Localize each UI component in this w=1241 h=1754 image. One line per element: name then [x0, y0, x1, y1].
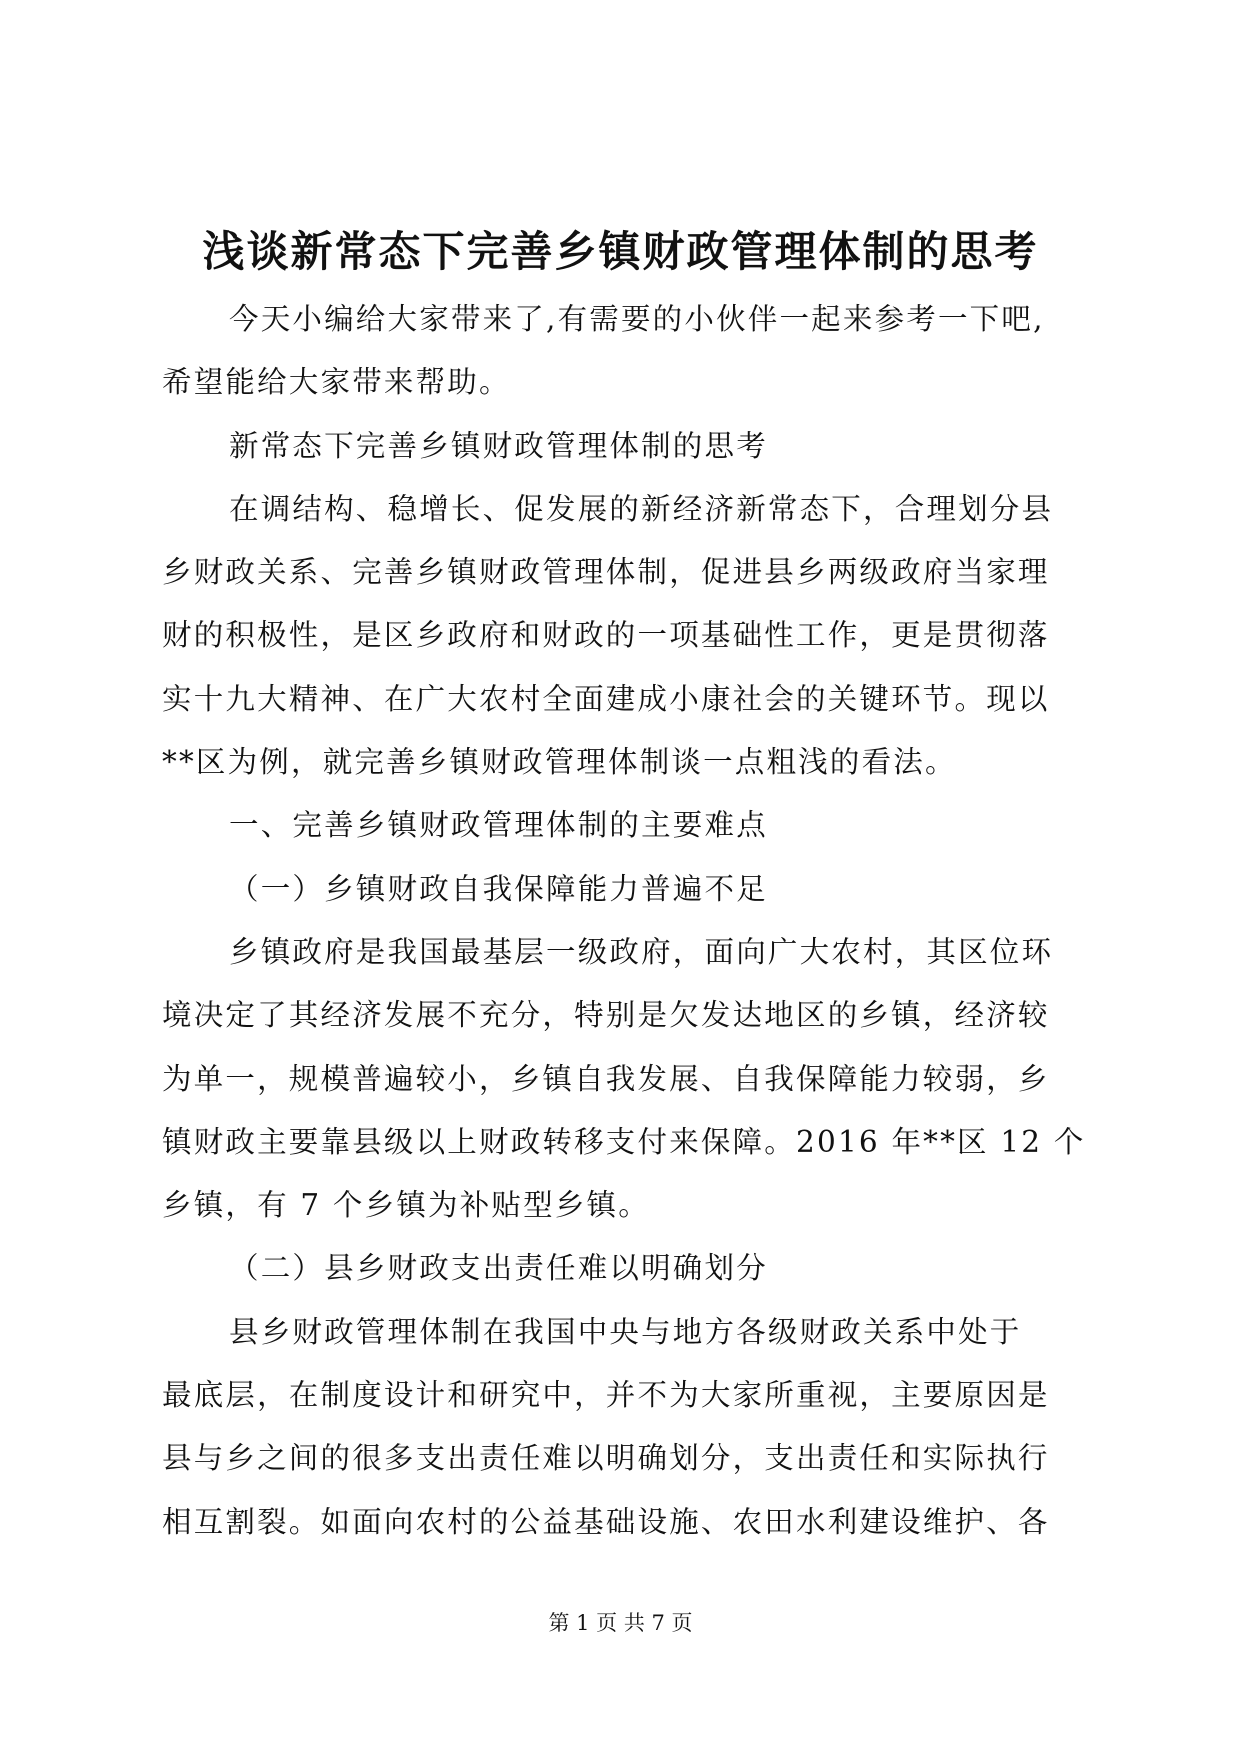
text-line: 镇财政主要靠县级以上财政转移支付来保障。2016 年**区 12 个 [162, 1124, 1086, 1159]
text-line: 财的积极性，是区乡政府和财政的一项基础性工作，更是贯彻落 [162, 618, 1050, 653]
document-title: 浅谈新常态下完善乡镇财政管理体制的思考 [202, 227, 1039, 276]
text-line: 县乡财政管理体制在我国中央与地方各级财政关系中处于 [229, 1314, 1022, 1349]
page-footer: 第 1 页 共 7 页 [548, 1611, 693, 1635]
text-line: （一）乡镇财政自我保障能力普遍不足 [229, 871, 768, 906]
document-body [162, 288, 1086, 1554]
text-line: 最底层，在制度设计和研究中，并不为大家所重视，主要原因是 [162, 1378, 1050, 1413]
text-line: 今天小编给大家带来了,有需要的小伙伴一起来参考一下吧, [229, 302, 1045, 336]
text-line: **区为例，就完善乡镇财政管理体制谈一点粗浅的看法。 [162, 745, 957, 780]
text-line: 乡财政关系、完善乡镇财政管理体制，促进县乡两级政府当家理 [162, 555, 1050, 590]
text-line: 乡镇，有 7 个乡镇为补贴型乡镇。 [162, 1188, 650, 1223]
text-line: 希望能给大家带来帮助。 [162, 365, 511, 400]
text-line: 乡镇政府是我国最基层一级政府，面向广大农村，其区位环 [229, 934, 1054, 969]
text-line: 境决定了其经济发展不充分，特别是欠发达地区的乡镇，经济较 [162, 998, 1050, 1033]
text-line: 一、完善乡镇财政管理体制的主要难点 [229, 808, 768, 843]
text-line: 新常态下完善乡镇财政管理体制的思考 [229, 428, 768, 463]
text-line: 县与乡之间的很多支出责任难以明确划分，支出责任和实际执行 [162, 1441, 1050, 1476]
text-line: 实十九大精神、在广大农村全面建成小康社会的关键环节。现以 [162, 681, 1050, 716]
text-line: 相互割裂。如面向农村的公益基础设施、农田水利建设维护、各 [162, 1504, 1050, 1539]
text-line: 在调结构、稳增长、促发展的新经济新常态下，合理划分县 [229, 491, 1054, 526]
text-line: 为单一，规模普遍较小，乡镇自我发展、自我保障能力较弱，乡 [162, 1061, 1050, 1096]
text-line: （二）县乡财政支出责任难以明确划分 [229, 1251, 768, 1286]
